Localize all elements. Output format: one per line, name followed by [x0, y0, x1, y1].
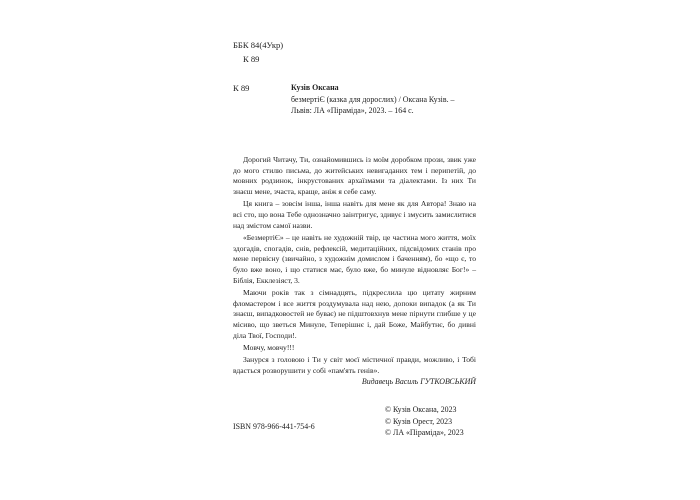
- library-classification: [233, 38, 283, 66]
- bbk-code: ББК 84(4Укр): [233, 40, 284, 50]
- author-mark: К 89: [243, 54, 260, 64]
- author-name: Кузів Оксана: [291, 83, 339, 92]
- paragraph: «БезмертіЄ» – це навіть не художній твір, це частина мого життя, моїх здогадів, спогадів, снів, рефлексій, медитаційних, підсвідомих станів про мене первісну (звичайно, з художнім домислом і баченням), бо «що є, то було вже воно, і що статися має, було вже, бо минуле відновляє Бог!» – Біблія, Екклезіяст, 3.: [233, 232, 476, 285]
- paragraph: Ця книга – зовсім інша, інша навіть для мене як для Автора! Знаю на всі сто, що вона Тебе однозначно заінтригує, здивує і змусить замислитися над змістом самої назви.: [233, 199, 476, 230]
- annotation-text: [233, 155, 476, 378]
- paragraph: Дорогий Читачу, Ти, ознайомившись із моїм доробком прози, звик уже до мого стилю письма, до житейських невигаданих тем і перипетій, до мовних родзинок, інкрустованих архаїзмами та діалектами. Із них Ти знаєш мене, зчаста, краще, аніж я себе саму.: [233, 155, 476, 197]
- bibliographic-index: К 89: [233, 83, 250, 93]
- isbn-number: ISBN 978-966-441-754-6: [233, 422, 315, 431]
- copyright-line: © Кузів Оксана, 2023: [385, 405, 457, 414]
- copyright-line: © ЛА «Піраміда», 2023: [385, 428, 464, 437]
- bibliographic-entry: [291, 82, 476, 117]
- copyright-block: [385, 404, 464, 439]
- paragraph: Занурся з головою і Ти у світ моєї містичної правди, можливо, і Тобі вдасться розворушити у собі «пам'ять генів».: [233, 355, 476, 375]
- paragraph: Маючи років так з сімнадцять, підкреслила цю цитату жирним фломастером і все життя роздумувала над нею, допоки випадок (а як Ти знаєш, випадковостей не буває) не підштовхнув мене пірнути глибше у це місиво, що зветься Минуле, Теперішнє і, дай Боже, Майбутнє, бо дивні діла Твої, Господи!.: [233, 287, 476, 340]
- copyright-line: © Кузів Орест, 2023: [385, 416, 453, 426]
- paragraph: Мовчу, мовчу!!!: [243, 342, 295, 352]
- publisher-line: Видавець Василь ГУТКОВСЬКИЙ: [361, 377, 476, 386]
- imprint-line: Львів: ЛА «Піраміда», 2023. – 164 с.: [291, 106, 414, 115]
- title-line: безмертіЄ (казка для дорослих) / Оксана Кузів. –: [291, 94, 455, 104]
